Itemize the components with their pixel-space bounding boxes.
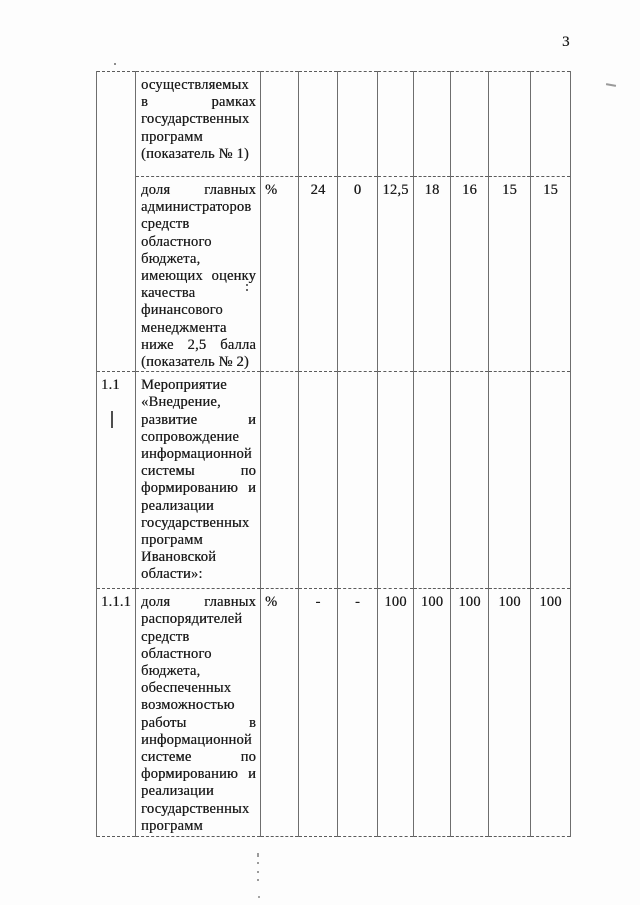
value-cell: 100 xyxy=(451,589,489,837)
scan-artifact xyxy=(257,879,259,881)
value-cell xyxy=(299,72,338,177)
value-cell: 0 xyxy=(338,177,378,372)
indicator-name-cell: доля главных администраторов средств областного бюджета, имеющих оценку качества финансового менеджмента ниже 2,5 балла (показатель № 2) xyxy=(136,177,261,372)
value-cell: 16 xyxy=(451,177,489,372)
value-cell xyxy=(414,372,451,589)
value-cell: 100 xyxy=(489,589,531,837)
unit-cell: % xyxy=(261,589,299,837)
table-row-indicator-2 xyxy=(97,177,571,372)
value-cell xyxy=(378,72,414,177)
value-cell xyxy=(531,372,571,589)
value-cell xyxy=(299,372,338,589)
row-number-cell xyxy=(97,72,136,372)
value-cell xyxy=(531,72,571,177)
value-cell: 100 xyxy=(378,589,414,837)
value-cell xyxy=(489,372,531,589)
value-cell: 24 xyxy=(299,177,338,372)
unit-cell xyxy=(261,72,299,177)
scan-artifact xyxy=(257,871,259,873)
value-cell: 15 xyxy=(489,177,531,372)
scan-artifact xyxy=(258,896,260,898)
row-number-cell: 1.1.1 xyxy=(97,589,136,837)
value-cell: 15 xyxy=(531,177,571,372)
indicators-table xyxy=(96,71,571,837)
measure-name-cell: Мероприятие «Внедрение, развитие и сопровождение информационной системы по формированию и реализации государственных программ Ивановской области»: xyxy=(136,372,261,589)
scan-artifact xyxy=(111,411,113,428)
value-cell xyxy=(451,72,489,177)
value-cell xyxy=(378,372,414,589)
value-cell xyxy=(451,372,489,589)
unit-cell: % xyxy=(261,177,299,372)
value-cell: - xyxy=(299,589,338,837)
scan-artifact xyxy=(257,853,259,857)
table-row-indicator-1-1-1 xyxy=(97,589,571,837)
scan-artifact xyxy=(246,284,248,286)
value-cell: 18 xyxy=(414,177,451,372)
unit-cell xyxy=(261,372,299,589)
indicator-name-cell: осуществляемых в рамках государственных программ (показатель № 1) xyxy=(136,72,261,177)
scan-artifact xyxy=(114,63,116,65)
value-cell xyxy=(489,72,531,177)
page-number: 3 xyxy=(562,34,570,50)
value-cell xyxy=(338,72,378,177)
value-cell: - xyxy=(338,589,378,837)
value-cell: 100 xyxy=(531,589,571,837)
table-row-indicator-1-continued xyxy=(97,72,571,177)
row-number-cell: 1.1 xyxy=(97,372,136,589)
value-cell xyxy=(338,372,378,589)
table-row-measure-1-1 xyxy=(97,372,571,589)
indicator-name-cell: доля главных распорядителей средств областного бюджета, обеспеченных возможностью работы в информационной системе по формированию и реализации государственных программ xyxy=(136,589,261,837)
value-cell xyxy=(414,72,451,177)
value-cell: 12,5 xyxy=(378,177,414,372)
value-cell: 100 xyxy=(414,589,451,837)
scan-artifact xyxy=(606,83,616,87)
scan-artifact xyxy=(257,862,259,864)
